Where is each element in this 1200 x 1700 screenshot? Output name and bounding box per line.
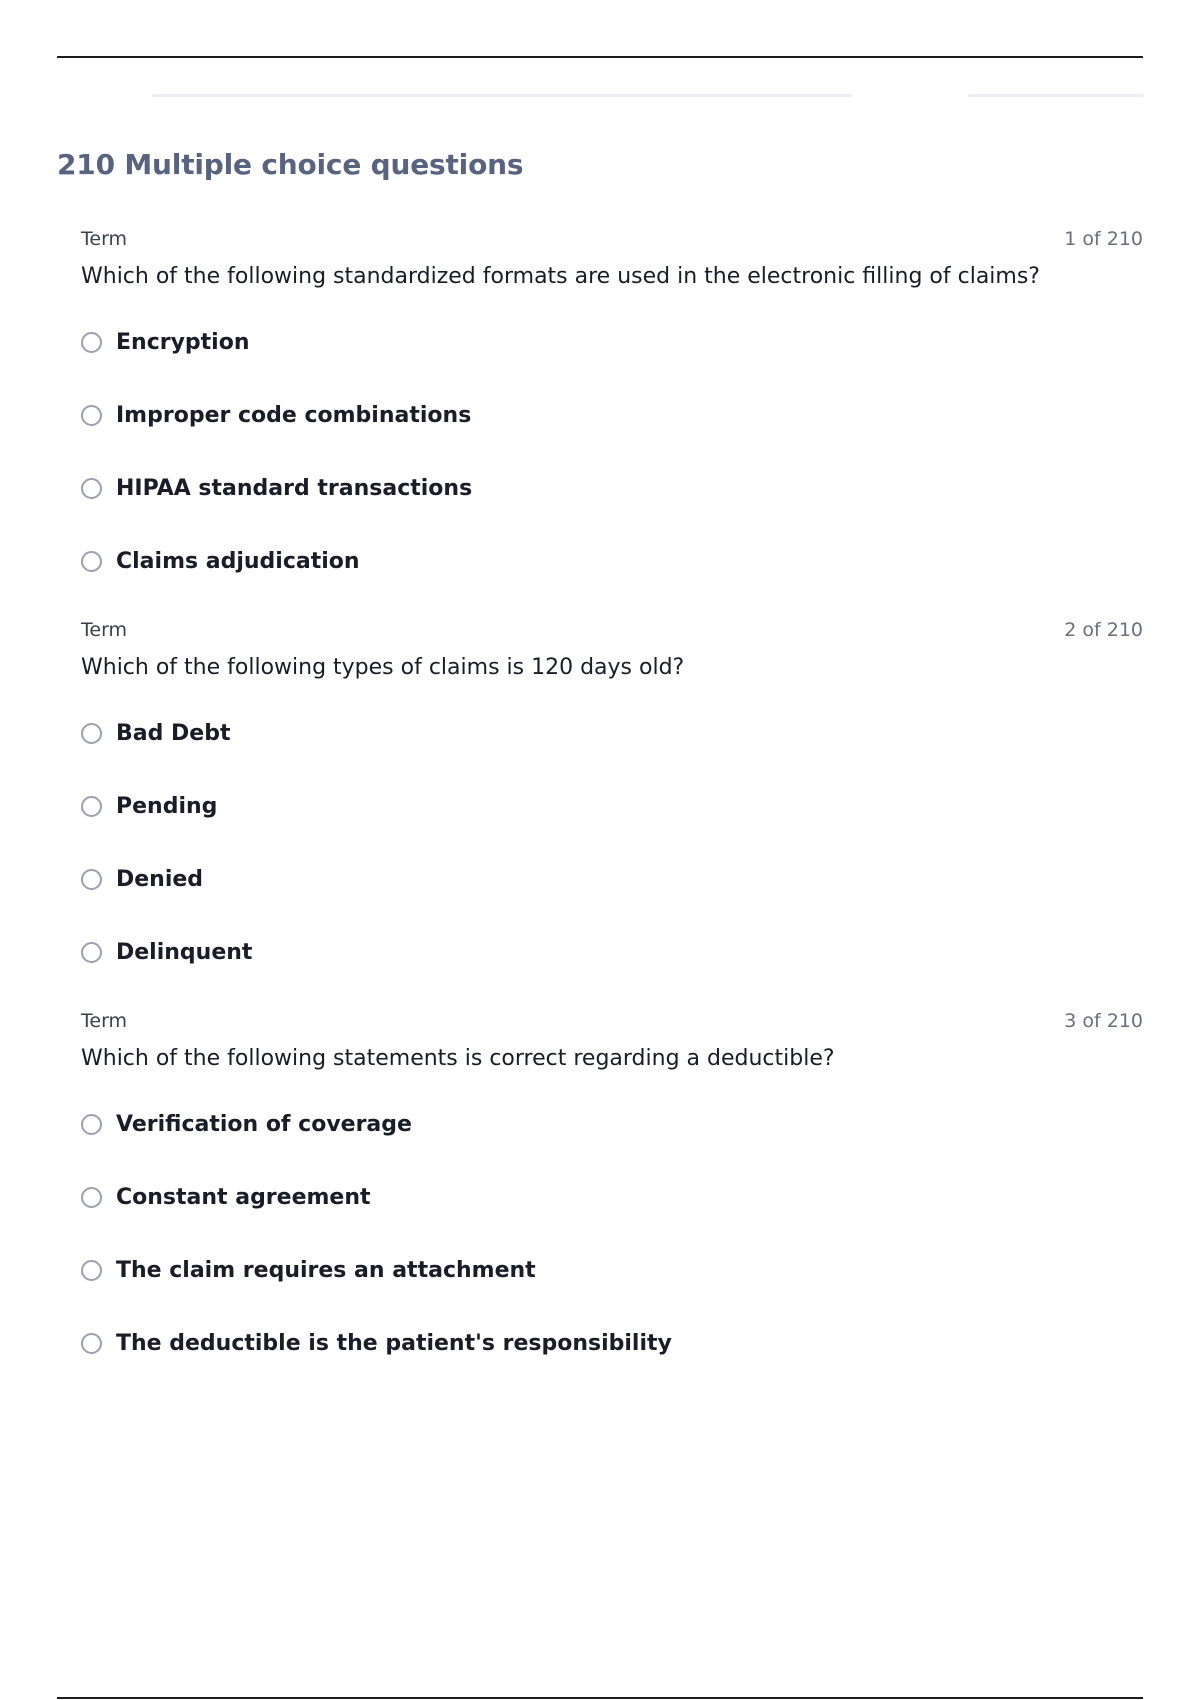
- answer-option-label: HIPAA standard transactions: [116, 476, 473, 501]
- answer-option[interactable]: [81, 525, 1143, 598]
- answer-option-label: The claim requires an attachment: [116, 1258, 536, 1283]
- question-counter: 1 of 210: [1064, 228, 1143, 250]
- radio-button-icon[interactable]: [81, 1333, 102, 1354]
- header-placeholder-line: [152, 94, 852, 97]
- question-header: [81, 222, 1143, 256]
- answer-option[interactable]: [81, 770, 1143, 843]
- answer-option[interactable]: [81, 452, 1143, 525]
- answer-option[interactable]: [81, 1088, 1143, 1161]
- question-prompt: Which of the following standardized formats are used in the electronic filling of claims?: [81, 264, 1040, 289]
- answer-options: [81, 306, 1143, 598]
- section-title: 210 Multiple choice questions: [57, 148, 524, 181]
- radio-button-icon[interactable]: [81, 869, 102, 890]
- question-prompt: Which of the following statements is correct regarding a deductible?: [81, 1046, 835, 1071]
- answer-option-label: Bad Debt: [116, 721, 231, 746]
- radio-button-icon[interactable]: [81, 1260, 102, 1281]
- radio-button-icon[interactable]: [81, 796, 102, 817]
- answer-option-label: Denied: [116, 867, 204, 892]
- term-label: Term: [81, 619, 128, 641]
- radio-button-icon[interactable]: [81, 332, 102, 353]
- answer-option[interactable]: [81, 1161, 1143, 1234]
- question-prompt: Which of the following types of claims is 120 days old?: [81, 655, 685, 680]
- answer-option[interactable]: [81, 1307, 1143, 1380]
- answer-options: [81, 1088, 1143, 1380]
- answer-option-label: The deductible is the patient's responsibility: [116, 1331, 672, 1356]
- question-card: [81, 613, 1143, 1004]
- answer-option-label: Constant agreement: [116, 1185, 371, 1210]
- answer-option[interactable]: [81, 379, 1143, 452]
- term-label: Term: [81, 228, 128, 250]
- radio-button-icon[interactable]: [81, 723, 102, 744]
- radio-button-icon[interactable]: [81, 551, 102, 572]
- question-header: [81, 1004, 1143, 1038]
- header-placeholder-line-right: [968, 94, 1143, 97]
- top-divider: [57, 56, 1143, 58]
- question-counter: 3 of 210: [1064, 1010, 1143, 1032]
- radio-button-icon[interactable]: [81, 478, 102, 499]
- question-header: [81, 613, 1143, 647]
- question-card: [81, 222, 1143, 613]
- answer-option[interactable]: [81, 1234, 1143, 1307]
- answer-option-label: Pending: [116, 794, 218, 819]
- radio-button-icon[interactable]: [81, 942, 102, 963]
- radio-button-icon[interactable]: [81, 1187, 102, 1208]
- term-label: Term: [81, 1010, 128, 1032]
- answer-option[interactable]: [81, 697, 1143, 770]
- radio-button-icon[interactable]: [81, 405, 102, 426]
- question-list: [81, 222, 1143, 1395]
- question-counter: 2 of 210: [1064, 619, 1143, 641]
- answer-option[interactable]: [81, 916, 1143, 989]
- answer-option-label: Delinquent: [116, 940, 253, 965]
- answer-option[interactable]: [81, 306, 1143, 379]
- answer-option-label: Encryption: [116, 330, 250, 355]
- bottom-divider: [57, 1697, 1143, 1699]
- answer-options: [81, 697, 1143, 989]
- answer-option-label: Improper code combinations: [116, 403, 472, 428]
- radio-button-icon[interactable]: [81, 1114, 102, 1135]
- question-card: [81, 1004, 1143, 1395]
- answer-option-label: Claims adjudication: [116, 549, 360, 574]
- answer-option[interactable]: [81, 843, 1143, 916]
- answer-option-label: Verification of coverage: [116, 1112, 412, 1137]
